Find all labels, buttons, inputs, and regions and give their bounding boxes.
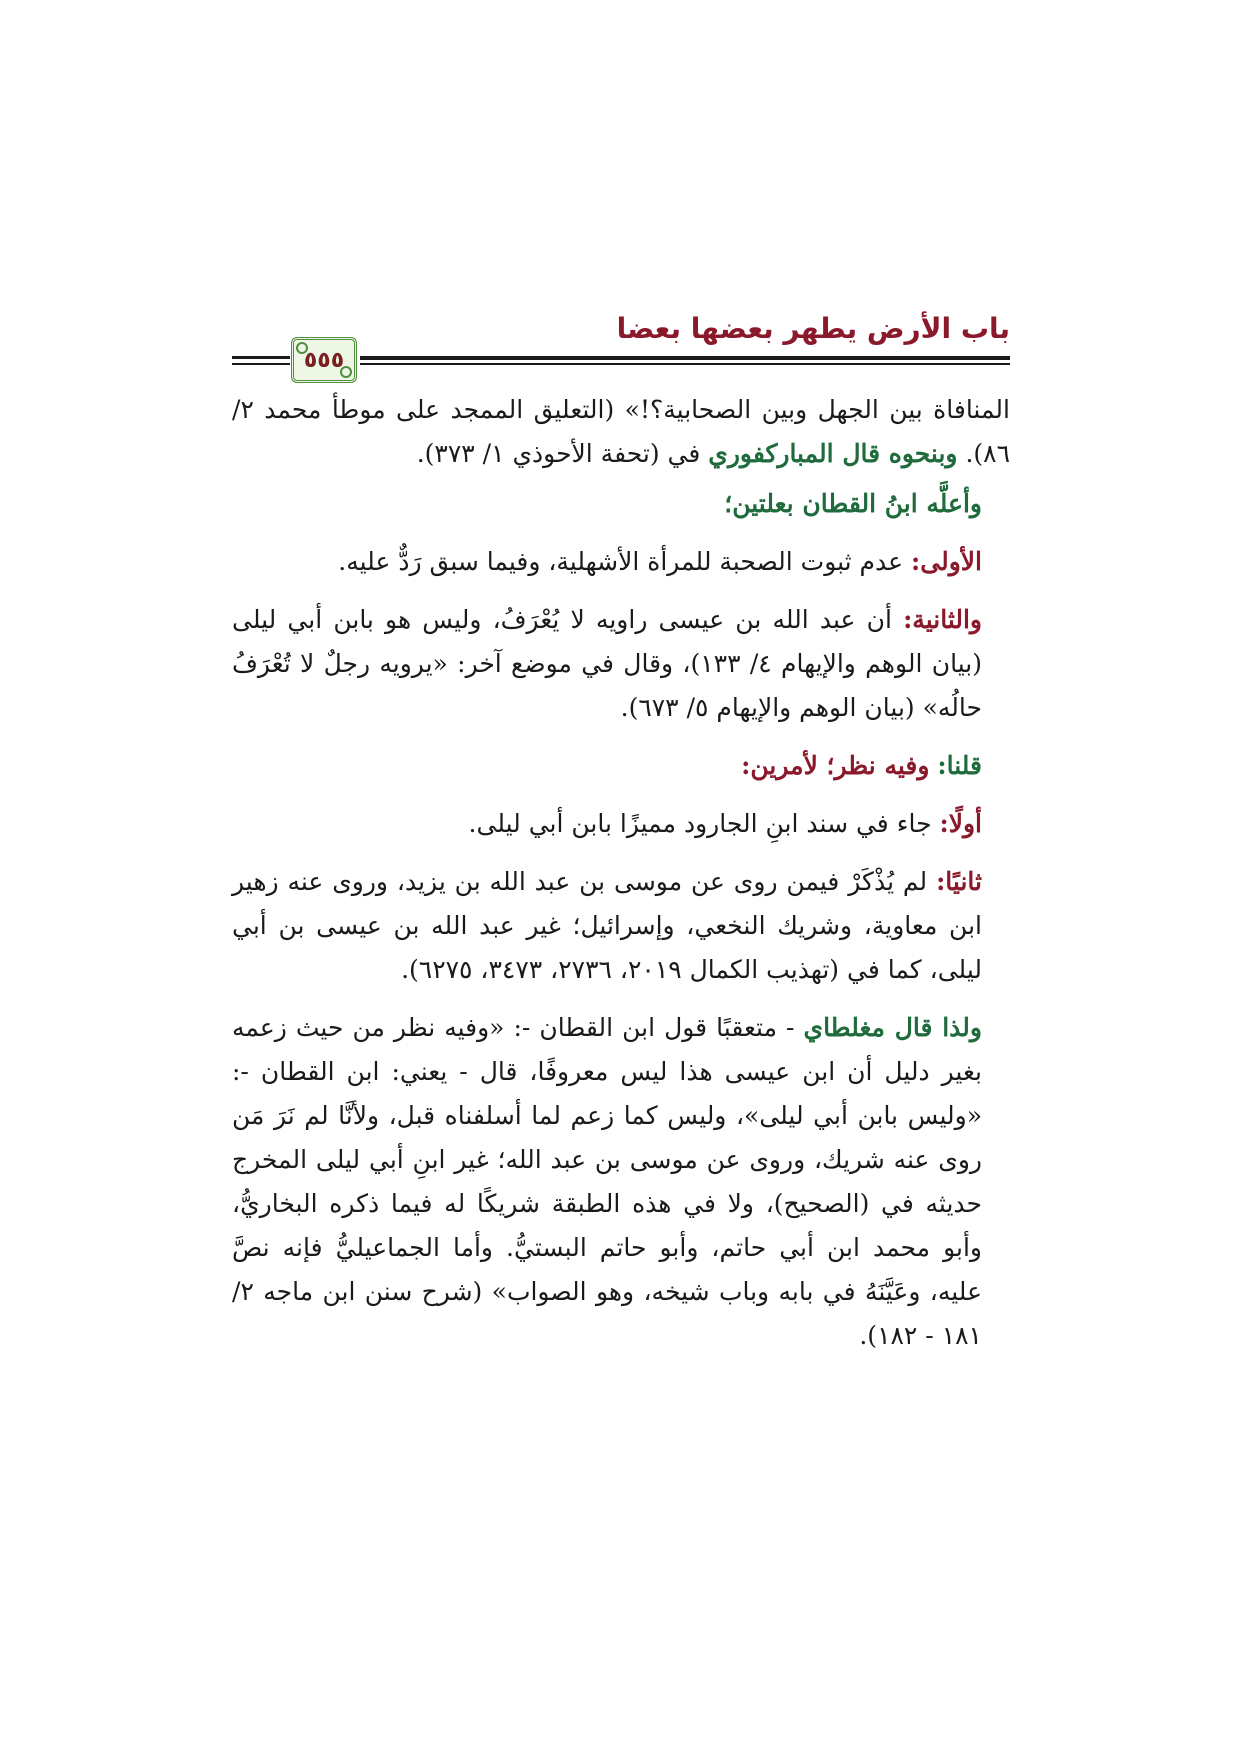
chapter-title: باب الأرض يطهر بعضها بعضا [616, 312, 1010, 345]
paragraph-1 [232, 388, 1010, 476]
header-rule-left [232, 356, 290, 359]
paragraph-1-lead: وبنحوه قال المباركفوري [708, 439, 958, 468]
paragraph-3-lead: والثانية: [903, 605, 983, 634]
heading-1-text: وأعلَّه ابنُ القطان بعلتين؛ [724, 489, 982, 518]
paragraph-2 [232, 540, 1010, 584]
paragraph-2-rest: عدم ثبوت الصحبة للمرأة الأشهلية، وفيما سبق رَدٌّ عليه. [338, 547, 904, 576]
paragraph-4-lead: أولًا: [939, 809, 982, 838]
heading-2-prefix: قلنا: [937, 751, 982, 780]
paragraph-6 [232, 1006, 1010, 1358]
paragraph-6-lead: ولذا قال مغلطاي [803, 1013, 982, 1042]
header-rule [360, 356, 1010, 360]
paragraph-1-rest: في (تحفة الأحوذي ١/ ٣٧٣). [416, 439, 701, 468]
page-number-badge: ٥٥٥ [291, 337, 357, 383]
heading-2-text: وفيه نظر؛ لأمرين: [741, 751, 930, 780]
paragraph-4-rest: جاء في سند ابنِ الجارود مميزًا بابن أبي ليلى. [468, 809, 932, 838]
heading-2 [232, 744, 1010, 788]
paragraph-5-rest: لم يُذْكَرْ فيمن روى عن موسى بن عبد الله بن يزيد، وروى عنه زهير ابن معاوية، وشريك النخعي، وإسرائيل؛ غير عبد الله بن عيسى بن أبي ليلى، كما في (تهذيب الكمال ٢٠١٩، ٢٧٣٦، ٣٤٧٣، ٦٢٧٥). [232, 867, 982, 984]
page-body [232, 388, 1010, 1372]
heading-1 [232, 482, 1010, 526]
paragraph-6-rest: - متعقبًا قول ابن القطان -: «وفيه نظر من حيث زعمه بغير دليل أن ابن عيسى هذا ليس معروفًا، قال - يعني: ابن القطان -: «وليس بابن أبي ليلى»، وليس كما زعم لما أسلفناه قبل، ولأنَّا لم نَرَ مَن روى عنه شريك، وروى عن موسى بن عبد الله؛ غير ابنِ أبي ليلى المخرج حديثه في (الصحيح)، ولا في هذه الطبقة شريكًا له فيما ذكره البخاريُّ، وأبو محمد ابن أبي حاتم، وأبو حاتم البستيُّ. وأما الجماعيليُّ فإنه نصَّ عليه، وعَيَّنَهُ في بابه وباب شيخه، وهو الصواب» (شرح سنن ابن ماجه ٢/ ١٨١ - ١٨٢). [232, 1013, 982, 1350]
header-rule-thin [360, 363, 1010, 365]
paragraph-3-rest: أن عبد الله بن عيسى راويه لا يُعْرَفُ، وليس هو بابن أبي ليلى (بيان الوهم والإيهام ٤/ ١٣٣)، وقال في موضع آخر: «يرويه رجلٌ لا تُعْرَفُ حالُه» (بيان الوهم والإيهام ٥/ ٦٧٣). [232, 605, 982, 722]
paragraph-5-lead: ثانيًا: [936, 867, 982, 896]
paragraph-5 [232, 860, 1010, 992]
paragraph-2-lead: الأولى: [911, 547, 982, 576]
header-rule-left-thin [232, 363, 290, 365]
paragraph-1-text: المنافاة بين الجهل وبين الصحابية؟!» (التعليق الممجد على موطأ محمد ٢/ ٨٦). [232, 395, 1010, 468]
paragraph-3 [232, 598, 1010, 730]
paragraph-4 [232, 802, 1010, 846]
